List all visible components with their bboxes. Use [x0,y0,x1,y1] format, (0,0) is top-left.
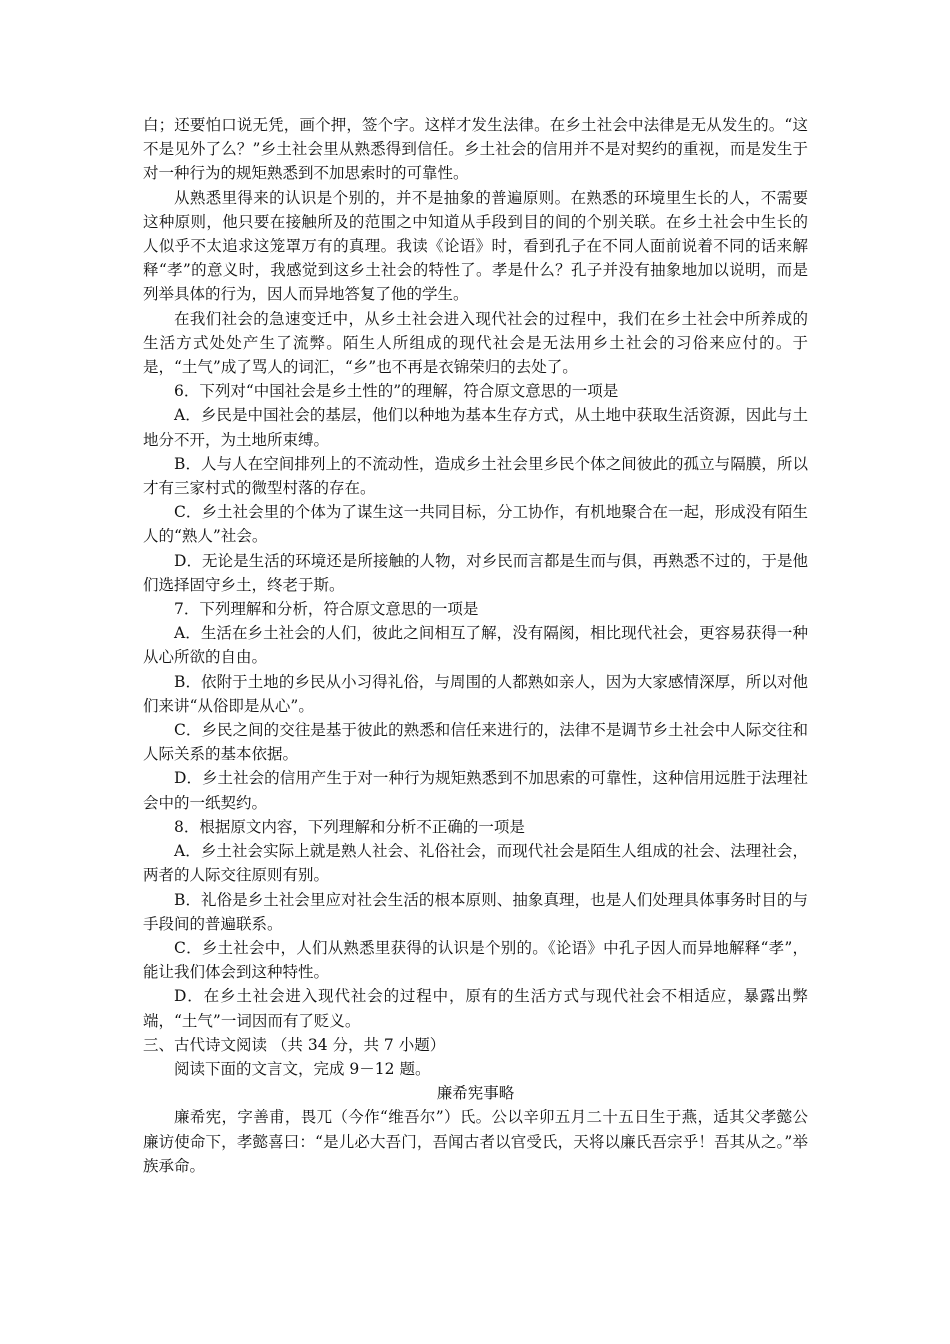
question-8-option-c: C．乡土社会中，人们从熟悉里获得的认识是个别的。《论语》中孔子因人而异地解释“孝”，能让我们体会到这种特性。 [143,938,808,982]
question-7-stem: 7．下列理解和分析，符合原文意思的一项是 [174,600,479,619]
paragraph: 在我们社会的急速变迁中，从乡土社会进入现代社会的过程中，我们在乡土社会中所养成的生活方式处处产生了流弊。陌生人所组成的现代社会是无法用乡土社会的习俗来应付的。于是，“土气”成了骂人的词汇，“乡”也不再是衣锦荣归的去处了。 [143,309,808,377]
reading-instruction: 阅读下面的文言文，完成 9－12 题。 [174,1059,431,1078]
question-8-option-d: D．在乡土社会进入现代社会的过程中，原有的生活方式与现代社会不相适应，暴露出弊端，“土气”一词因而有了贬义。 [143,987,808,1030]
passage-title: 廉希宪事略 [436,1084,515,1103]
paragraph: 从熟悉里得来的认识是个别的，并不是抽象的普遍原则。在熟悉的环境里生长的人，不需要这种原则，他只要在接触所及的范围之中知道从手段到目的间的个别关联。在乡土社会中生长的人似乎不太追求这笼罩万有的真理。我读《论语》时，看到孔子在不同人面前说着不同的话来解释“孝”的意义时，我感觉到这乡土社会的特性了。孝是什么？孔子并没有抽象地加以说明，而是列举具体的行为，因人而异地答复了他的学生。 [143,188,808,304]
question-6-option-a: A．乡民是中国社会的基层，他们以种地为基本生存方式，从土地中获取生活资源，因此与土地分不开，为土地所束缚。 [143,406,808,449]
paragraph: 白；还要怕口说无凭，画个押，签个字。这样才发生法律。在乡土社会中法律是无从发生的。“这不是见外了么？”乡土社会里从熟悉得到信任。乡土社会的信用并不是对契约的重视，而是发生于对一种行为的规矩熟悉到不加思索时的可靠性。 [143,116,808,183]
question-8-option-b: B．礼俗是乡土社会里应对社会生活的根本原则、抽象真理，也是人们处理具体事务时目的与手段间的普遍联系。 [143,890,808,933]
question-6-option-b: B．人与人在空间排列上的不流动性，造成乡土社会里乡民个体之间彼此的孤立与隔膜，所以才有三家村式的微型村落的存在。 [143,454,808,498]
question-7-option-c: C．乡民之间的交往是基于彼此的熟悉和信任来进行的，法律不是调节乡土社会中人际交往和人际关系的基本依据。 [143,721,808,764]
section-heading: 三、古代诗文阅读 （共 34 分，共 7 小题） [143,1035,446,1054]
question-8-option-a: A．乡土社会实际上就是熟人社会、礼俗社会，而现代社会是陌生人组成的社会、法理社会，两者的人际交往原则有别。 [143,842,808,885]
question-7-option-d: D．乡土社会的信用产生于对一种行为规矩熟悉到不加思索的可靠性，这种信用远胜于法理社会中的一纸契约。 [143,769,808,812]
question-6-option-d: D．无论是生活的环境还是所接触的人物，对乡民而言都是生而与俱，再熟悉不过的，于是他们选择固守乡土，终老于斯。 [143,551,808,594]
question-7-option-b: B．依附于土地的乡民从小习得礼俗，与周围的人都熟如亲人，因为大家感情深厚，所以对他们来讲“从俗即是从心”。 [143,672,808,715]
document-page [143,113,808,1178]
passage-paragraph: 廉希宪，字善甫，畏兀（今作“维吾尔”）氏。公以辛卯五月二十五日生于燕，适其父孝懿公廉访使命下，孝懿喜曰：“是儿必大吾门，吾闻古者以官受氏，天将以廉氏吾宗乎！吾其从之。”举族承命。 [143,1108,808,1175]
question-6-stem: 6．下列对“中国社会是乡土性的”的理解，符合原文意思的一项是 [174,382,619,401]
question-8-stem: 8．根据原文内容，下列理解和分析不正确的一项是 [174,817,525,836]
question-6-option-c: C．乡土社会里的个体为了谋生这一共同目标，分工协作，有机地聚合在一起，形成没有陌生人的“熟人”社会。 [143,503,808,546]
question-7-option-a: A．生活在乡土社会的人们，彼此之间相互了解，没有隔阂，相比现代社会，更容易获得一种从心所欲的自由。 [143,624,808,667]
